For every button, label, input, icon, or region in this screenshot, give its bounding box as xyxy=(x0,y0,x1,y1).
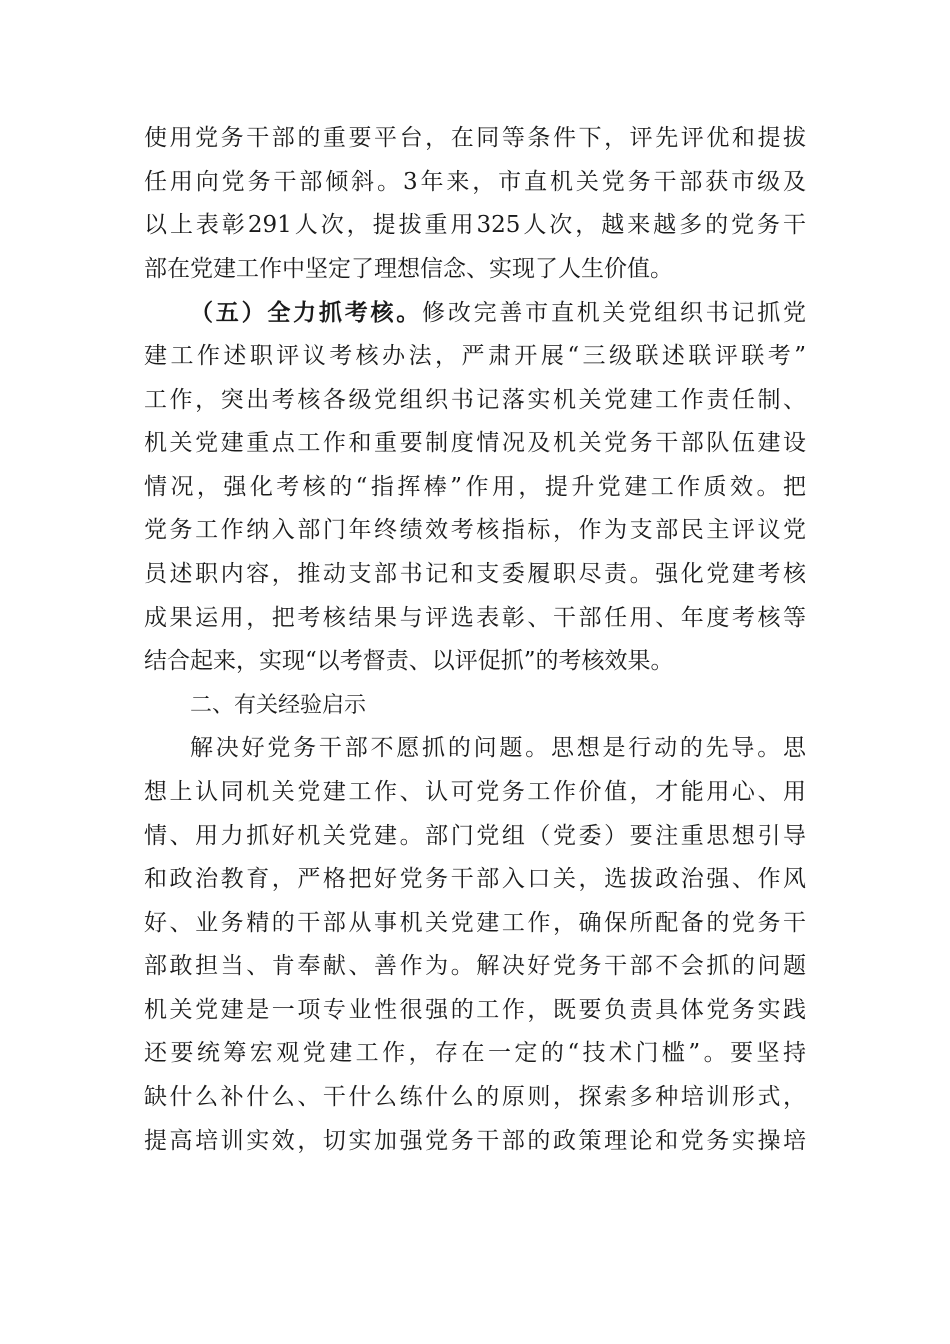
paragraph-line: 解决好党务干部不愿抓的问题。思想是行动的先导。思 xyxy=(190,735,806,762)
paragraph-line: 部在党建工作中坚定了理想信念、实现了人生价值。 xyxy=(144,255,673,282)
paragraph-line: 机关党建重点工作和重要制度情况及机关党务干部队伍建设 xyxy=(144,430,806,457)
paragraph-line: 提高培训实效，切实加强党务干部的政策理论和党务实操培 xyxy=(144,1127,806,1154)
paragraph-line: 党务工作纳入部门年终绩效考核指标，作为支部民主评议党 xyxy=(144,517,806,544)
paragraph-line: 情况，强化考核的“指挥棒”作用，提升党建工作质效。把 xyxy=(144,473,806,500)
paragraph-line: 建工作述职评议考核办法，严肃开展“三级联述联评联考” xyxy=(144,342,806,369)
section-heading: 二、有关经验启示 xyxy=(190,692,367,718)
document-body xyxy=(144,117,806,1163)
paragraph-line: 员述职内容，推动支部书记和支委履职尽责。强化党建考核 xyxy=(144,560,806,587)
paragraph-line: 工作，突出考核各级党组织书记落实机关党建工作责任制、 xyxy=(144,386,806,413)
paragraph-line: 结合起来，实现“以考督责、以评促抓”的考核效果。 xyxy=(144,648,674,675)
paragraph-line: 部敢担当、肯奉献、善作为。解决好党务干部不会抓的问题 xyxy=(144,953,806,980)
paragraph-line: 想上认同机关党建工作、认可党务工作价值，才能用心、用 xyxy=(144,778,806,805)
subheading-five: （五）全力抓考核。 xyxy=(190,299,423,327)
paragraph-line-tail: 修改完善市直机关党组织书记抓党 xyxy=(422,300,807,327)
paragraph-line: 使用党务干部的重要平台，在同等条件下，评先评优和提拔 xyxy=(144,125,806,151)
paragraph-line: 和政治教育，严格把好党务干部入口关，选拔政治强、作风 xyxy=(144,866,806,893)
paragraph-line: 还要统筹宏观党建工作，存在一定的“技术门槛”。要坚持 xyxy=(144,1040,806,1067)
paragraph-line: 缺什么补什么、干什么练什么的原则，探索多种培训形式， xyxy=(144,1084,806,1111)
paragraph-line: 情、用力抓好机关党建。部门党组（党委）要注重思想引导 xyxy=(144,822,806,849)
paragraph-line: 以上表彰291人次，提拔重用325人次，越来越多的党务干 xyxy=(144,212,806,239)
paragraph-line: 好、业务精的干部从事机关党建工作，确保所配备的党务干 xyxy=(144,909,806,936)
paragraph-line: 任用向党务干部倾斜。3年来，市直机关党务干部获市级及 xyxy=(144,168,806,195)
section-five-first-line xyxy=(144,291,806,335)
paragraph-line: 成果运用，把考核结果与评选表彰、干部任用、年度考核等 xyxy=(144,604,806,631)
paragraph-line: 机关党建是一项专业性很强的工作，既要负责具体党务实践 xyxy=(144,996,806,1023)
